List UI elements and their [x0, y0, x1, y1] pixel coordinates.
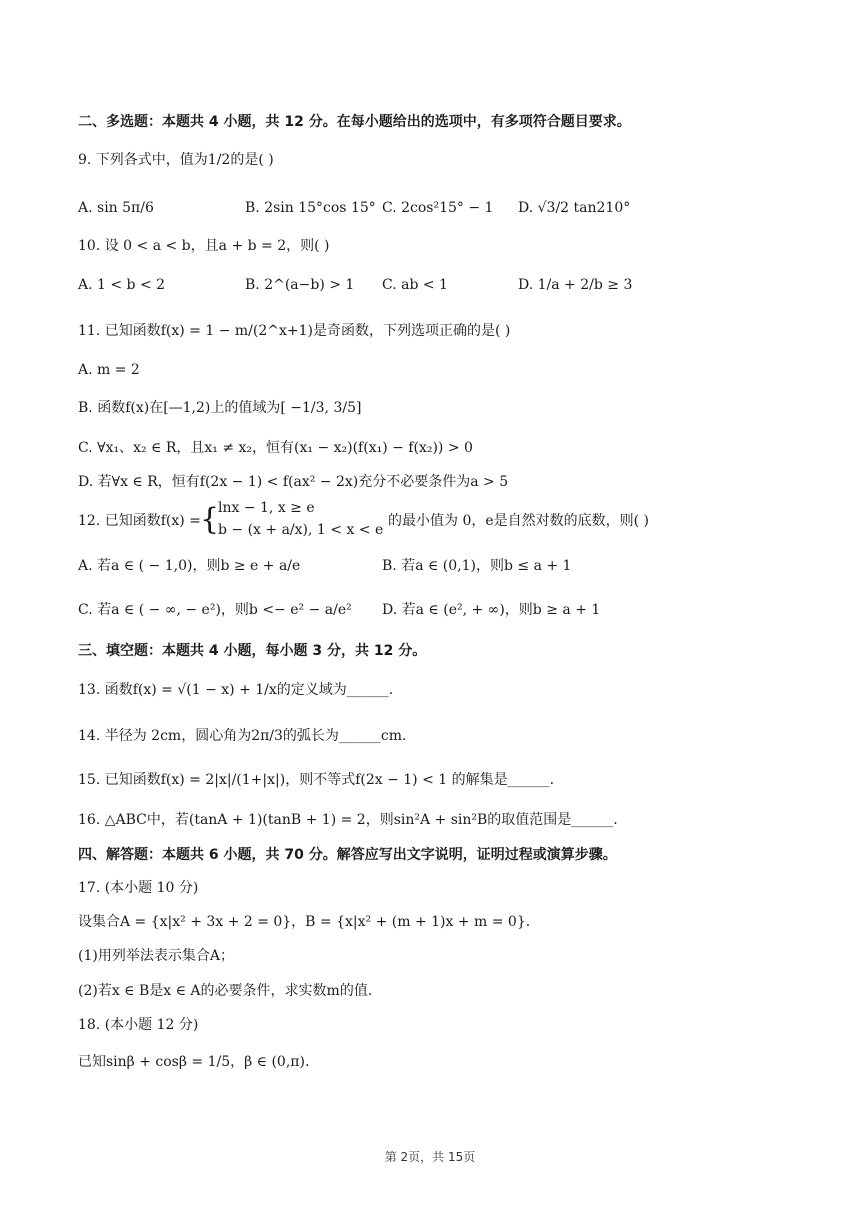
question-10-option-c: C. ab < 1: [382, 277, 448, 293]
question-16: 16. △ABC中，若(tanA + 1)(tanB + 1) = 2，则sin²A + sin²B的取值范围是______.: [78, 812, 618, 828]
question-17-line-1: 设集合A = {x|x² + 3x + 2 = 0}，B = {x|x² + (m + 1)x + m = 0}.: [78, 914, 531, 930]
question-11-stem: 11. 已知函数f(x) = 1 − m/(2^x+1)是奇函数，下列选项正确的是( ): [78, 323, 511, 339]
question-12-stem-suffix: 的最小值为 0，e是自然对数的底数，则( ): [388, 513, 650, 529]
question-12-option-b: B. 若a ∈ (0,1)，则b ≤ a + 1: [382, 558, 572, 574]
question-9-stem: 9. 下列各式中，值为1/2的是( ): [78, 152, 274, 168]
question-9-option-c: C. 2cos²15° − 1: [382, 200, 494, 216]
question-10-option-b: B. 2^(a−b) > 1: [245, 277, 355, 293]
question-11-option-d: D. 若∀x ∈ R，恒有f(2x − 1) < f(ax² − 2x)充分不必要条件为a > 5: [78, 474, 509, 490]
question-12-case-1: lnx − 1, x ≥ e: [218, 500, 315, 516]
question-12-stem-prefix: 12. 已知函数f(x) =: [78, 513, 201, 529]
question-18-line-1: 已知sinβ + cosβ = 1/5，β ∈ (0,π).: [78, 1054, 310, 1070]
question-17-line-2: (1)用列举法表示集合A；: [78, 948, 234, 964]
question-18-header: 18. (本小题 12 分): [78, 1017, 199, 1033]
question-10-option-a: A. 1 < b < 2: [78, 277, 166, 293]
section-free-response: 四、解答题：本题共 6 小题，共 70 分。解答应写出文字说明，证明过程或演算步骤。: [78, 847, 617, 863]
question-14: 14. 半径为 2cm，圆心角为2π/3的弧长为______cm.: [78, 728, 407, 744]
page-footer: 第 2页，共 15页: [384, 1150, 476, 1164]
question-12-case-2: b − (x + a/x), 1 < x < e: [218, 522, 384, 538]
question-12-option-c: C. 若a ∈ ( − ∞, − e²)，则b <− e² − a/e²: [78, 602, 352, 618]
question-11-option-c: C. ∀x₁、x₂ ∈ R，且x₁ ≠ x₂，恒有(x₁ − x₂)(f(x₁) − f(x₂)) > 0: [78, 440, 473, 456]
question-12-option-d: D. 若a ∈ (e², + ∞)，则b ≥ a + 1: [382, 602, 601, 618]
question-17-line-3: (2)若x ∈ B是x ∈ A的必要条件，求实数m的值.: [78, 983, 373, 999]
question-11-option-a: A. m = 2: [78, 362, 140, 378]
question-9-option-d: D. √3/2 tan210°: [518, 200, 631, 216]
section-multiple-choice: 二、多选题：本题共 4 小题，共 12 分。在每小题给出的选项中，有多项符合题目要求。: [78, 114, 631, 130]
piecewise-brace: {: [200, 502, 220, 537]
question-12-option-a: A. 若a ∈ ( − 1,0)，则b ≥ e + a/e: [78, 558, 301, 574]
question-13: 13. 函数f(x) = √(1 − x) + 1/x的定义域为______.: [78, 682, 394, 698]
section-fill-in-blank: 三、填空题：本题共 4 小题，每小题 3 分，共 12 分。: [78, 643, 427, 659]
question-15: 15. 已知函数f(x) = 2|x|/(1+|x|)，则不等式f(2x − 1) < 1 的解集是______.: [78, 772, 555, 788]
question-9-option-a: A. sin 5π/6: [78, 200, 154, 216]
question-17-header: 17. (本小题 10 分): [78, 880, 199, 896]
question-10-stem: 10. 设 0 < a < b，且a + b = 2，则( ): [78, 238, 330, 254]
question-10-option-d: D. 1/a + 2/b ≥ 3: [518, 277, 633, 293]
question-11-option-b: B. 函数f(x)在[—1,2)上的值域为[ −1/3, 3/5]: [78, 400, 362, 416]
question-9-option-b: B. 2sin 15°cos 15°: [245, 200, 376, 216]
